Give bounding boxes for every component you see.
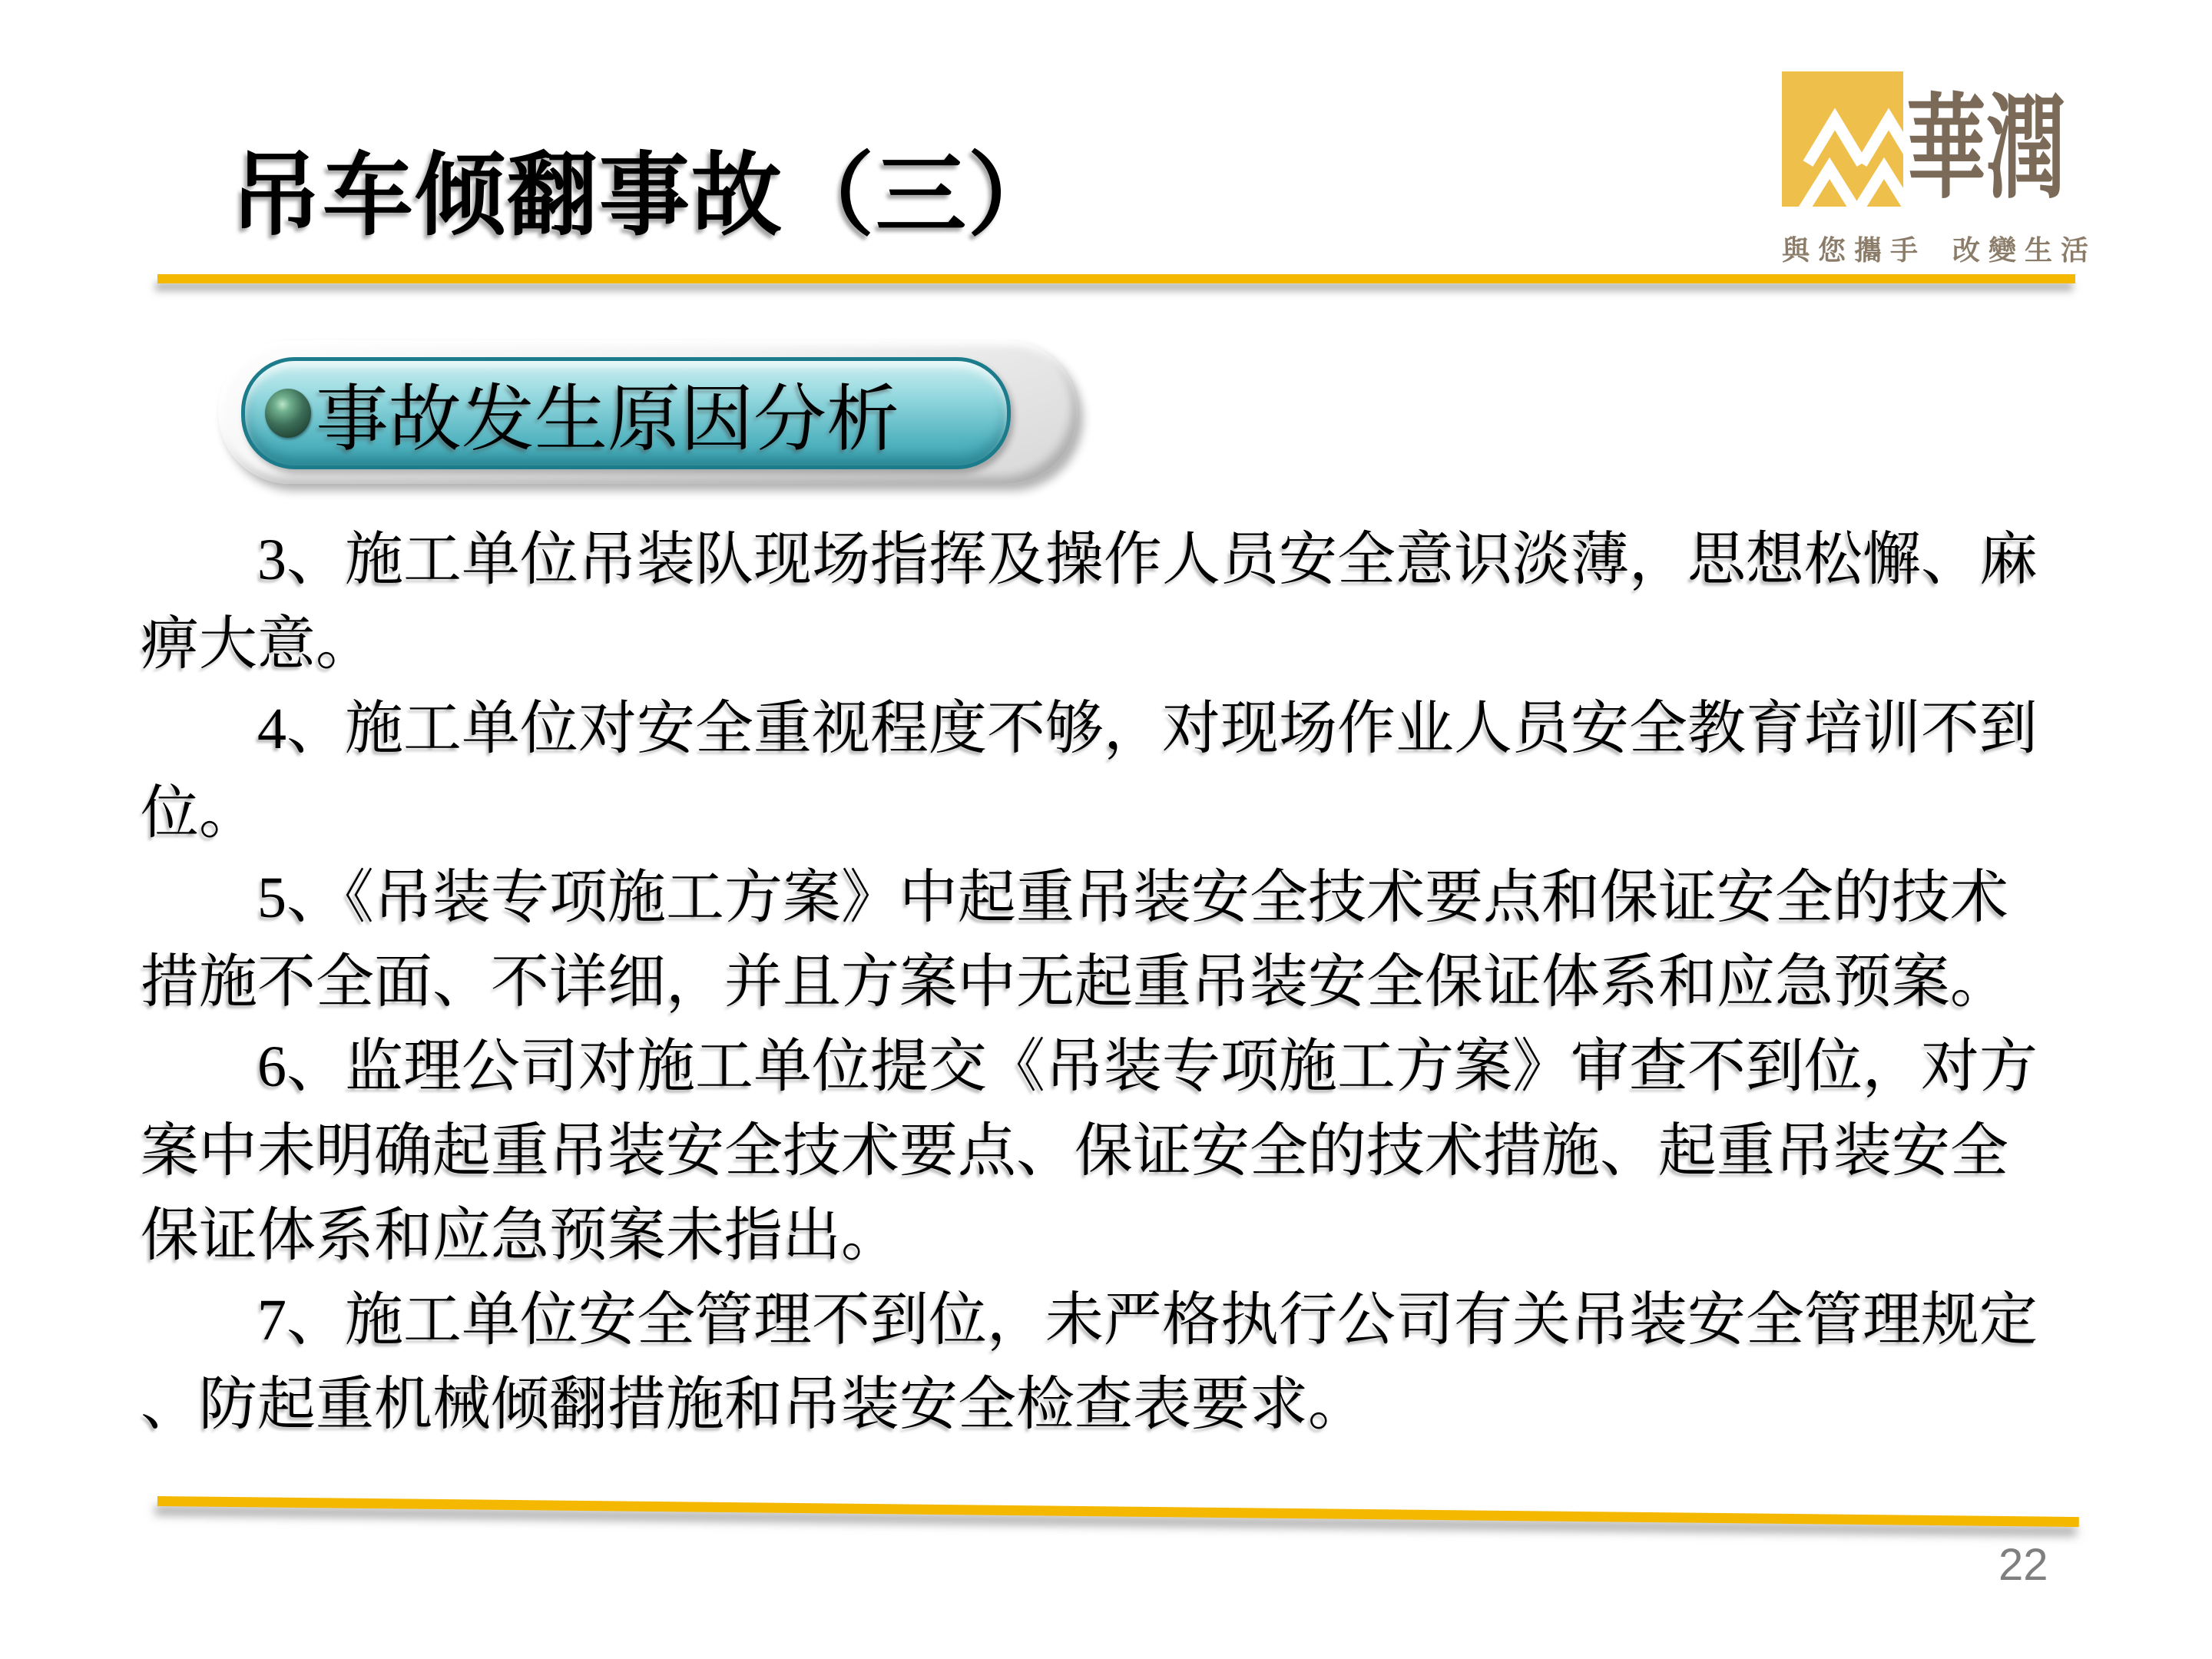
body-paragraph [141, 518, 2084, 687]
body-text [141, 518, 2084, 1447]
bottom-gold-divider [157, 1496, 2079, 1527]
body-line: 7、施工单位安全管理不到位，未严格执行公司有关吊装安全管理规定 [257, 1288, 2038, 1353]
section-banner [218, 340, 1078, 484]
logo-tagline: 與您攜手 改變生活 [1782, 235, 2098, 266]
body-line: 措施不全面、不详细，并且方案中无起重吊装安全保证体系和应急预案。 [141, 950, 2008, 1015]
cr-mountain-logo-icon [1782, 71, 1903, 207]
page-title: 吊车倾翻事故（三） [230, 146, 1061, 247]
body-line: 4、施工单位对安全重视程度不够，对现场作业人员安全教育培训不到 [257, 697, 2038, 761]
body-line: 保证体系和应急预案未指出。 [141, 1204, 899, 1268]
body-paragraph [141, 1025, 2084, 1278]
body-line: 3、施工单位吊装队现场指挥及操作人员安全意识淡薄，思想松懈、麻 [257, 528, 2038, 592]
section-banner-inner [241, 357, 1011, 469]
section-banner-label: 事故发生原因分析 [316, 379, 900, 460]
page-number: 22 [1998, 1540, 2048, 1590]
body-line: 位。 [141, 781, 257, 846]
top-gold-divider [157, 274, 2075, 283]
body-line: 痹大意。 [141, 612, 374, 677]
mountain-chevrons-icon [1782, 71, 1903, 207]
body-paragraph [141, 687, 2084, 856]
body-line: 6、监理公司对施工单位提交《吊装专项施工方案》审查不到位，对方 [257, 1035, 2038, 1099]
body-line: 案中未明确起重吊装安全技术要点、保证安全的技术措施、起重吊装安全 [141, 1119, 2008, 1184]
sphere-bullet-icon [265, 389, 311, 438]
body-line: 5、《吊装专项施工方案》中起重吊装安全技术要点和保证安全的技术 [257, 866, 2008, 930]
body-paragraph [141, 856, 2084, 1025]
body-line: 、防起重机械倾翻措施和吊装安全检查表要求。 [141, 1373, 1366, 1437]
body-paragraph [141, 1278, 2084, 1447]
company-logo [1782, 69, 2098, 266]
logo-brand-text: 華潤 [1906, 87, 2066, 213]
